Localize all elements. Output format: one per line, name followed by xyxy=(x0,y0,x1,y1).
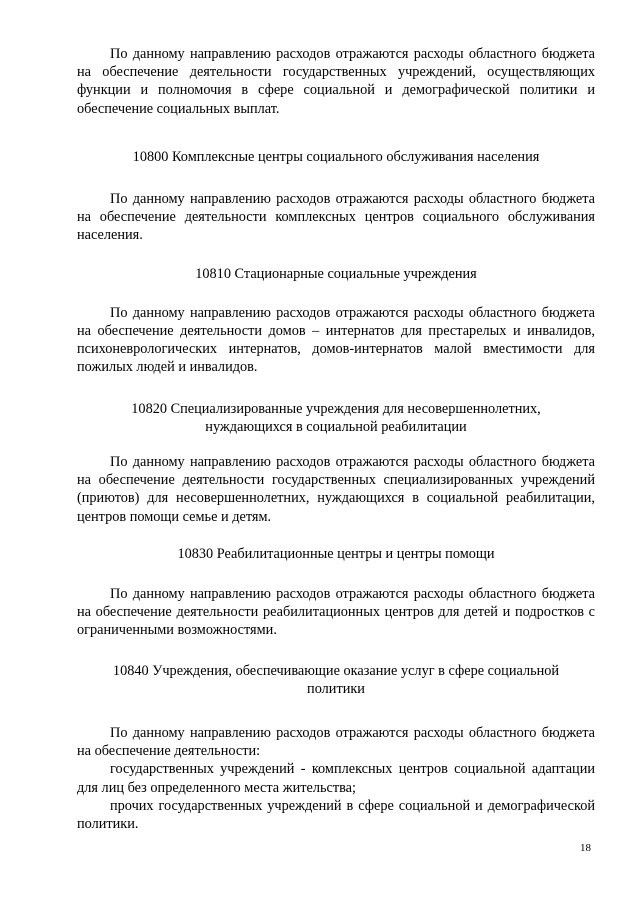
heading-10840-line1: 10840 Учреждения, обеспечивающие оказание услуг в сфере социальной xyxy=(112,662,560,679)
spacer xyxy=(77,640,595,662)
paragraph-10840-item1: государственных учреждений - комплексных центров социальной адаптации для лиц без определенного места жительства; xyxy=(77,761,595,796)
paragraph-intro: По данному направлению расходов отражаются расходы областного бюджета на обеспечение деятельности государственных учреждений, осуществляющих функции и полномочия в сфере социальной и демографической политики и обеспечение социальных выплат. xyxy=(77,46,595,117)
heading-10820-line1: 10820 Специализированные учреждения для несовершеннолетних, xyxy=(131,400,541,417)
heading-10800: 10800 Комплексные центры социального обслуживания населения xyxy=(132,148,540,165)
paragraph-10820: По данному направлению расходов отражаются расходы областного бюджета на обеспечение деятельности государственных специализированных учреждений (приютов) для несовершеннолетних, нуждающихся в социальной реабилитации, центров помощи семье и детям. xyxy=(77,454,595,525)
spacer xyxy=(77,245,595,265)
spacer xyxy=(77,283,595,304)
spacer xyxy=(77,118,595,148)
paragraph-10830: По данному направлению расходов отражаются расходы областного бюджета на обеспечение деятельности реабилитационных центров для детей и подростков с ограниченными возможностями. xyxy=(77,586,595,639)
spacer xyxy=(77,526,595,545)
page-number: 18 xyxy=(580,842,591,854)
heading-10810: 10810 Стационарные социальные учреждения xyxy=(195,265,477,282)
heading-10840-line2: политики xyxy=(307,680,365,697)
heading-10830: 10830 Реабилитационные центры и центры помощи xyxy=(177,545,495,562)
paragraph-10800: По данному направлению расходов отражаются расходы областного бюджета на обеспечение деятельности комплексных центров социального обслуживания населения. xyxy=(77,191,595,244)
paragraph-10810: По данному направлению расходов отражаются расходы областного бюджета на обеспечение деятельности домов – интернатов для престарелых и инвалидов, психоневрологических интернатов, домов-интернатов малой вместимости для пожилых людей и инвалидов. xyxy=(77,304,595,376)
spacer xyxy=(77,166,595,190)
spacer xyxy=(77,436,595,453)
spacer xyxy=(77,563,595,585)
paragraph-10840-item2: прочих государственных учреждений в сфере социальной и демографической политики. xyxy=(77,797,595,833)
paragraph-10840: По данному направлению расходов отражаются расходы областного бюджета на обеспечение деятельности: xyxy=(77,725,595,760)
spacer xyxy=(77,377,595,400)
heading-10820-line2: нуждающихся в социальной реабилитации xyxy=(205,418,467,435)
document-page xyxy=(77,45,595,833)
spacer xyxy=(77,698,595,724)
